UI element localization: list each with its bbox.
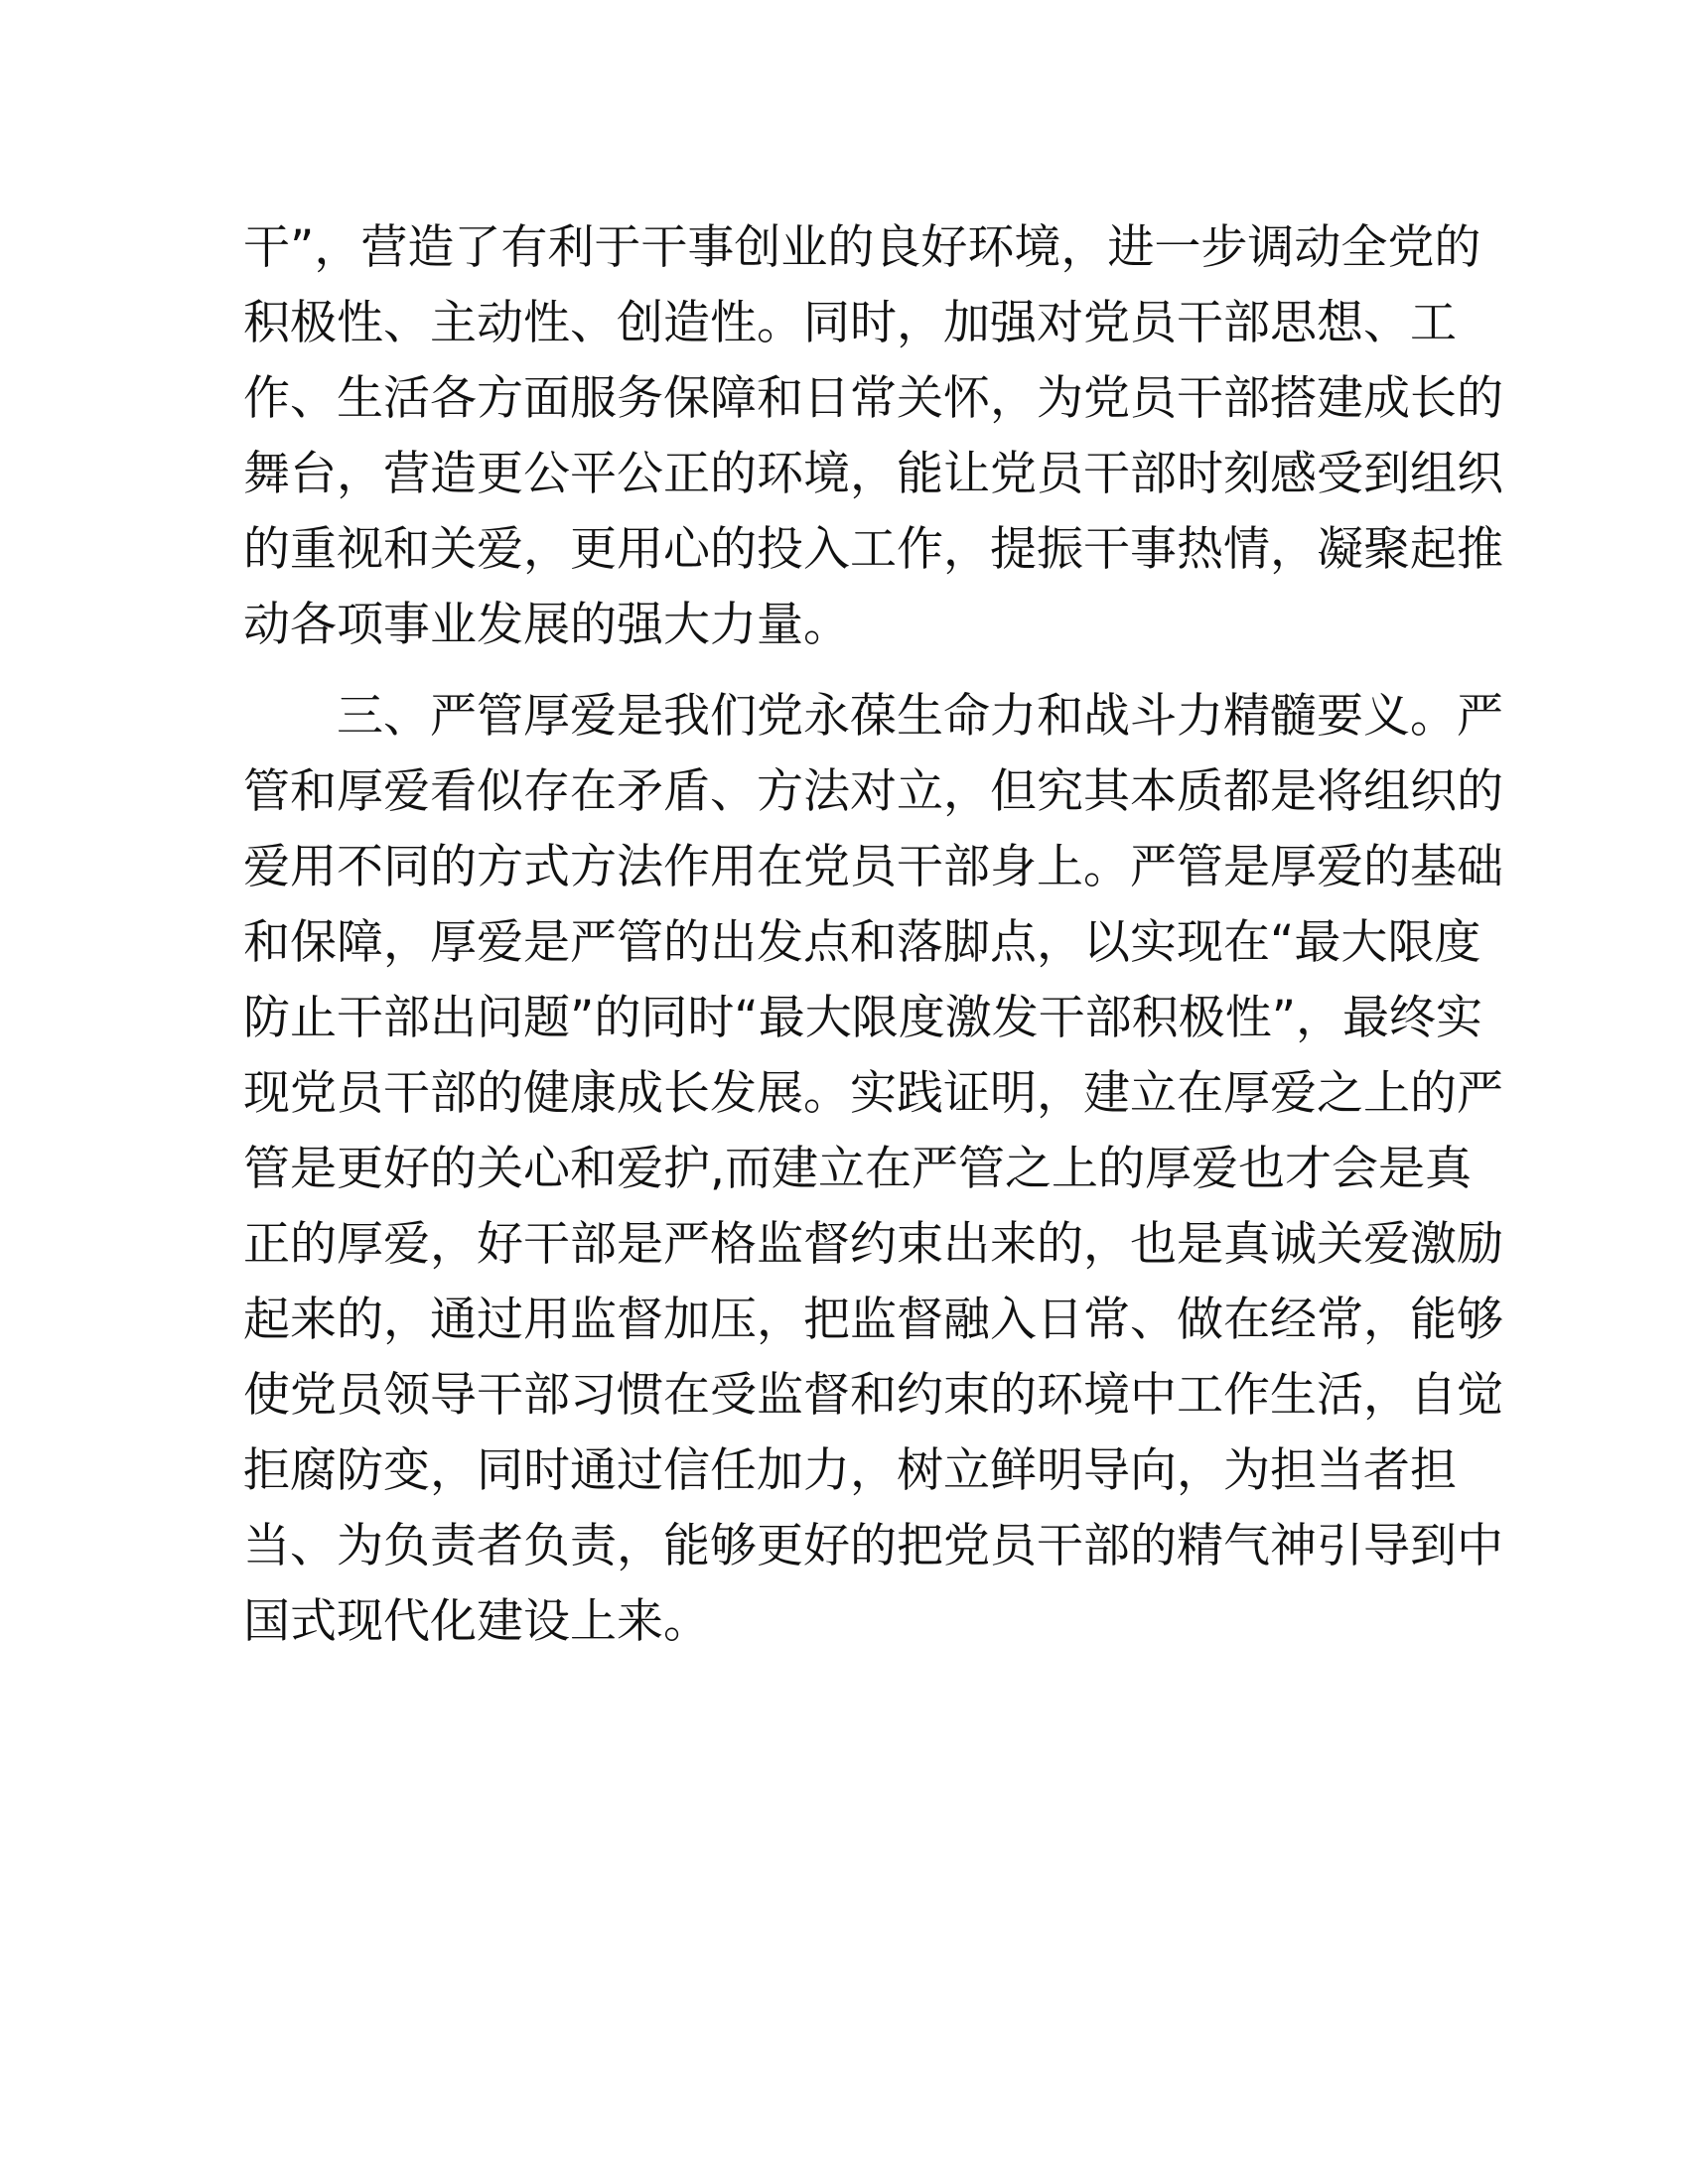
text-line: 起来的，通过用监督加压，把监督融入日常、做在经常，能够 xyxy=(243,1293,1503,1347)
text-line: 拒腐防变，同时通过信任加力，树立鲜明导向，为担当者担 xyxy=(243,1443,1457,1498)
text-line: 当、为负责者负责，能够更好的把党员干部的精气神引导到中 xyxy=(243,1519,1503,1573)
text-line: 防止干部出问题”的同时“最大限度激发干部积极性”，最终实 xyxy=(243,991,1483,1045)
text-line: 作、生活各方面服务保障和日常关怀，为党员干部搭建成长的 xyxy=(243,371,1503,426)
paragraph-2 xyxy=(243,679,1503,1660)
text-line: 国式现代化建设上来。 xyxy=(243,1594,710,1649)
text-line: 三、严管厚爱是我们党永葆生命力和战斗力精髓要义。严 xyxy=(243,689,1503,744)
text-line: 使党员领导干部习惯在受监督和约束的环境中工作生活，自觉 xyxy=(243,1368,1503,1423)
paragraph-1 xyxy=(243,210,1503,663)
text-line: 干”，营造了有利于干事创业的良好环境，进一步调动全党的 xyxy=(243,220,1481,275)
text-line: 爱用不同的方式方法作用在党员干部身上。严管是厚爱的基础 xyxy=(243,840,1503,894)
text-line: 的重视和关爱，更用心的投入工作，提振干事热情，凝聚起推 xyxy=(243,522,1503,577)
text-line: 管是更好的关心和爱护,而建立在严管之上的厚爱也才会是真 xyxy=(243,1142,1472,1196)
paragraph-spacing xyxy=(243,663,1445,679)
text-line: 现党员干部的健康成长发展。实践证明，建立在厚爱之上的严 xyxy=(243,1066,1503,1121)
text-line: 动各项事业发展的强大力量。 xyxy=(243,598,850,652)
text-line: 舞台，营造更公平公正的环境，能让党员干部时刻感受到组织 xyxy=(243,447,1503,501)
text-line: 管和厚爱看似存在矛盾、方法对立，但究其本质都是将组织的 xyxy=(243,764,1503,819)
text-line: 积极性、主动性、创造性。同时，加强对党员干部思想、工 xyxy=(243,296,1457,350)
text-line: 和保障，厚爱是严管的出发点和落脚点，以实现在“最大限度 xyxy=(243,915,1481,970)
body-text xyxy=(243,210,1503,1660)
text-line: 正的厚爱，好干部是严格监督约束出来的，也是真诚关爱激励 xyxy=(243,1217,1503,1272)
